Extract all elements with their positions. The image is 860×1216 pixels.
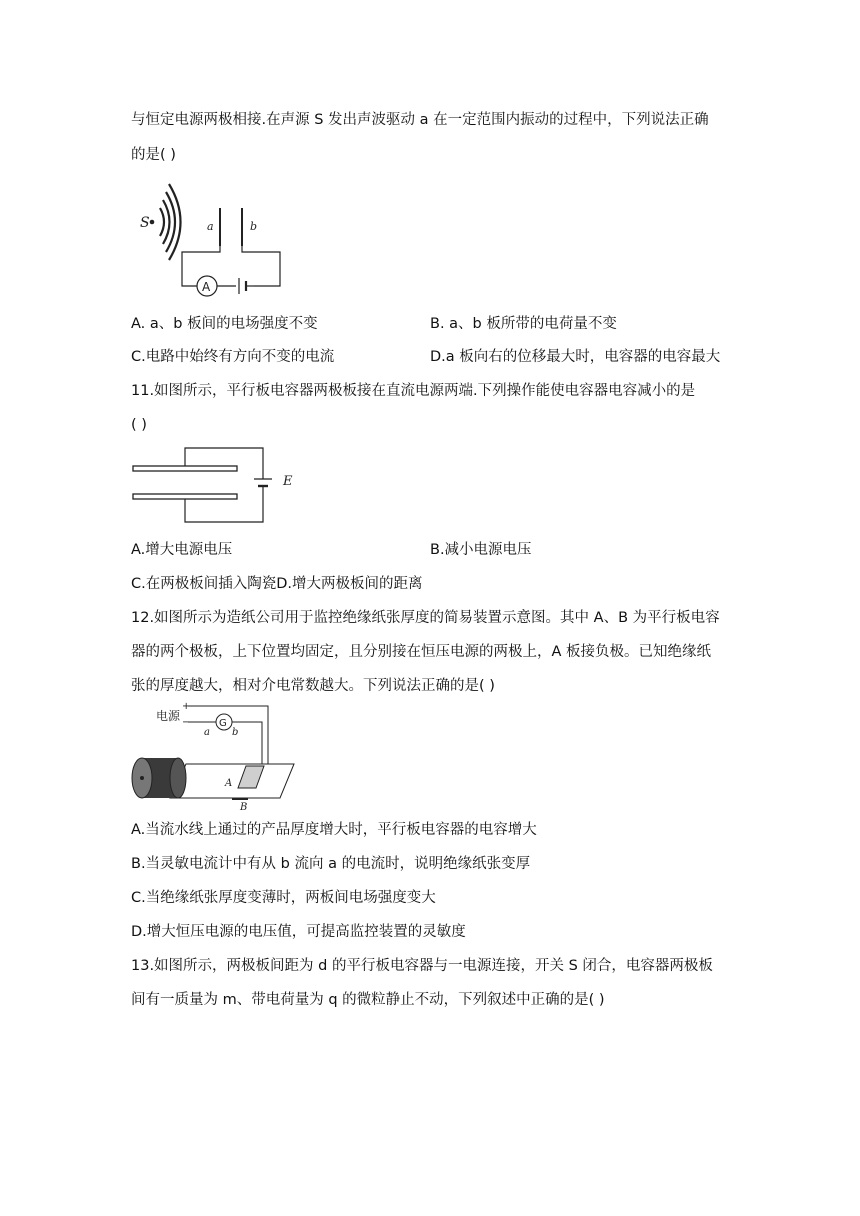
svg-text:b: b: [250, 220, 258, 233]
ammeter-label: A: [202, 280, 211, 294]
svg-text:+: +: [182, 701, 191, 712]
power-source-label: 电源: [156, 709, 181, 723]
source-s-label: S: [140, 215, 150, 231]
plate-b-label: B: [240, 802, 248, 812]
q12-text-line1: 12.如图所示为造纸公司用于监控绝缘纸张厚度的简易装置示意图。其中 A、B 为平行板电容: [131, 610, 720, 626]
q11-option-a: A.增大电源电压: [131, 542, 233, 558]
q10-option-a: A. a、b 板间的电场强度不变: [131, 316, 318, 332]
q12-option-d: D.增大恒压电源的电压值，可提高监控装置的灵敏度: [131, 924, 466, 940]
q12-text-line3: 张的厚度越大，相对介电常数越大。下列说法正确的是( ): [131, 678, 495, 694]
svg-text:a: a: [207, 220, 214, 233]
q10-option-b: B. a、b 板所带的电荷量不变: [430, 316, 617, 332]
q13-text-line2: 间有一质量为 m、带电荷量为 q 的微粒静止不动，下列叙述中正确的是( ): [131, 992, 605, 1008]
svg-text:−: −: [182, 717, 191, 728]
plate-a-label: A: [225, 778, 233, 789]
svg-text:b: b: [232, 727, 239, 738]
q10-option-c: C.电路中始终有方向不变的电流: [131, 349, 335, 365]
q10-circuit-figure: [130, 178, 290, 303]
q11-text-line1: 11.如图所示，平行板电容器两极板接在直流电源两端.下列操作能使电容器电容减小的是: [131, 383, 696, 399]
emf-label: E: [283, 474, 293, 489]
q12-option-b: B.当灵敏电流计中有从 b 流向 a 的电流时，说明绝缘纸张变厚: [131, 856, 531, 872]
q10-text-line1: 与恒定电源两极相接.在声源 S 发出声波驱动 a 在一定范围内振动的过程中，下列说法正确: [131, 112, 709, 128]
q13-text-line1: 13.如图所示，两极板间距为 d 的平行板电容器与一电源连接，开关 S 闭合，电容器两极板: [131, 958, 713, 974]
q12-option-a: A.当流水线上通过的产品厚度增大时，平行板电容器的电容增大: [131, 822, 537, 838]
galvanometer-label: G: [219, 718, 227, 729]
q12-option-c: C.当绝缘纸张厚度变薄时，两板间电场强度变大: [131, 890, 436, 906]
q12-text-line2: 器的两个极板，上下位置均固定，且分别接在恒压电源的两极上，A 板接负极。已知绝缘纸: [131, 644, 712, 660]
q10-text-line2: 的是( ): [131, 147, 176, 163]
q11-text-line2: ( ): [131, 417, 147, 433]
q12-apparatus-figure: [128, 700, 304, 812]
sound-source-dot: [150, 220, 155, 225]
q11-option-cd: C.在两极板间插入陶瓷D.增大两极板间的距离: [131, 576, 423, 592]
q11-option-b: B.减小电源电压: [430, 542, 532, 558]
q11-circuit-figure: [130, 444, 300, 528]
q10-option-d: D.a 板向右的位移最大时，电容器的电容最大: [430, 349, 721, 365]
svg-text:a: a: [204, 727, 210, 738]
